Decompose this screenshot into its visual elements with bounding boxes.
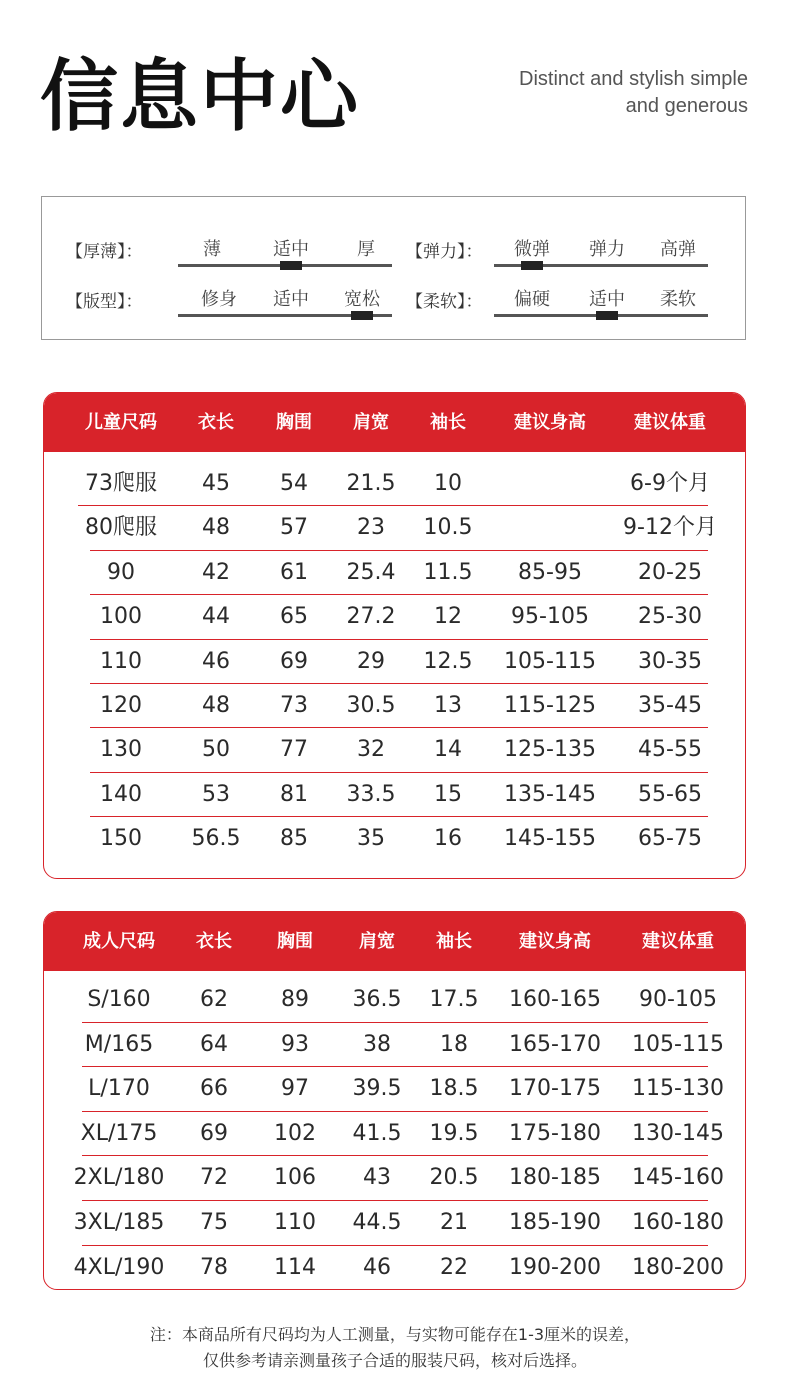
- attribute-selected-marker: [351, 311, 373, 320]
- table-cell: 106: [274, 1165, 316, 1191]
- table-cell: 72: [200, 1165, 228, 1191]
- table-cell: 190-200: [509, 1254, 601, 1280]
- table-cell: 35-45: [638, 693, 702, 718]
- attribute-option: 厚: [357, 239, 375, 260]
- table-cell: 115-130: [632, 1076, 724, 1102]
- column-header: 建议体重: [634, 412, 706, 433]
- table-cell: 73: [280, 693, 308, 718]
- table-cell: 45: [202, 471, 230, 496]
- table-row: [44, 595, 745, 639]
- table-cell: 14: [434, 737, 462, 763]
- table-cell: 46: [363, 1254, 391, 1280]
- attribute-option: 适中: [273, 289, 309, 310]
- attribute-label: 【版型】：: [66, 292, 143, 312]
- attribute-option: 适中: [273, 239, 309, 260]
- table-cell: 25.4: [346, 559, 396, 585]
- table-cell: 160-165: [509, 987, 601, 1012]
- column-header: 建议身高: [514, 412, 586, 433]
- kids-size-table: [43, 392, 746, 879]
- table-row: [44, 684, 745, 728]
- table-cell: 90: [107, 559, 135, 585]
- table-cell: 125-135: [504, 737, 596, 763]
- table-cell: 2XL/180: [73, 1165, 165, 1191]
- table-cell: 185-190: [509, 1210, 601, 1235]
- table-cell: 145-160: [632, 1165, 724, 1191]
- attribute-option: 适中: [589, 289, 625, 310]
- table-cell: 65-75: [638, 826, 702, 852]
- table-cell: 20-25: [638, 559, 702, 585]
- table-row: [44, 773, 745, 817]
- table-cell: 120: [100, 693, 142, 718]
- table-cell: 81: [280, 781, 308, 807]
- attribute-option: 修身: [201, 289, 237, 310]
- note-line-1: 注：本商品所有尺码均为人工测量，与实物可能存在1-3厘米的误差，: [149, 1325, 641, 1344]
- table-cell: 3XL/185: [73, 1210, 165, 1235]
- table-cell: 95-105: [511, 604, 589, 630]
- column-header: 成人尺码: [83, 931, 155, 952]
- attribute-label: 【厚薄】：: [66, 242, 143, 262]
- table-cell: 66: [200, 1076, 228, 1102]
- table-cell: 75: [200, 1210, 228, 1235]
- table-row: [44, 551, 745, 595]
- column-header: 建议身高: [519, 931, 591, 952]
- table-cell: 57: [280, 515, 308, 541]
- table-cell: 25-30: [638, 604, 702, 630]
- table-cell: 56.5: [191, 826, 241, 852]
- table-cell: 62: [200, 987, 228, 1012]
- table-cell: 114: [274, 1254, 316, 1280]
- table-cell: 105-115: [632, 1031, 724, 1057]
- table-cell: 85: [280, 826, 308, 852]
- table-cell: 73爬服: [85, 471, 157, 496]
- table-cell: 27.2: [346, 604, 396, 630]
- table-cell: 46: [202, 648, 230, 674]
- table-cell: 170-175: [509, 1076, 601, 1102]
- table-cell: 9-12个月: [623, 515, 717, 541]
- table-cell: 4XL/190: [73, 1254, 165, 1280]
- table-cell: 145-155: [504, 826, 596, 852]
- note-line-2: 仅供参考请亲测量孩子合适的服装尺码，核对后选择。: [202, 1351, 587, 1370]
- table-cell: 11.5: [423, 559, 473, 585]
- table-row: [44, 978, 745, 1022]
- table-cell: 160-180: [632, 1210, 724, 1235]
- table-cell: 165-170: [509, 1031, 601, 1057]
- table-cell: 80爬服: [85, 515, 157, 541]
- page-subtitle: [519, 66, 748, 120]
- attribute-option: 偏硬: [514, 289, 550, 310]
- table-cell: 78: [200, 1254, 228, 1280]
- table-cell: 61: [280, 559, 308, 585]
- table-cell: 39.5: [352, 1076, 402, 1102]
- table-cell: 110: [274, 1210, 316, 1235]
- table-cell: S/160: [87, 987, 151, 1012]
- subtitle-line-1: Distinct and stylish simple: [519, 68, 748, 90]
- table-cell: 55-65: [638, 781, 702, 807]
- attribute-selected-marker: [280, 261, 302, 270]
- table-row: [44, 1112, 745, 1156]
- column-header: 袖长: [436, 931, 472, 952]
- attribute-selected-marker: [521, 261, 543, 270]
- table-cell: 53: [202, 781, 230, 807]
- table-cell: 90-105: [639, 987, 717, 1012]
- table-row: [44, 1067, 745, 1111]
- adult-table-header: [44, 912, 745, 971]
- attribute-label: 【柔软】：: [406, 292, 483, 312]
- table-cell: 54: [280, 471, 308, 496]
- table-cell: 180-200: [632, 1254, 724, 1280]
- table-cell: 10: [434, 471, 462, 496]
- table-row: [44, 728, 745, 772]
- table-row: [44, 1023, 745, 1067]
- subtitle-line-2: and generous: [625, 95, 748, 117]
- table-cell: 110: [100, 648, 142, 674]
- table-row: [44, 1156, 745, 1200]
- table-cell: 29: [357, 648, 385, 674]
- table-cell: 45-55: [638, 737, 702, 763]
- table-cell: XL/175: [80, 1120, 158, 1146]
- table-cell: 85-95: [518, 559, 582, 585]
- table-cell: 48: [202, 693, 230, 718]
- attribute-option: 微弹: [514, 239, 550, 260]
- table-cell: 102: [274, 1120, 316, 1146]
- table-cell: 38: [363, 1031, 391, 1057]
- column-header: 肩宽: [353, 412, 389, 433]
- table-cell: 12.5: [423, 648, 473, 674]
- table-cell: 17.5: [429, 987, 479, 1012]
- table-cell: 18.5: [429, 1076, 479, 1102]
- attribute-option: 薄: [203, 239, 221, 260]
- table-cell: 36.5: [352, 987, 402, 1012]
- table-cell: 100: [100, 604, 142, 630]
- table-cell: 13: [434, 693, 462, 718]
- table-row: [44, 506, 745, 550]
- table-cell: 64: [200, 1031, 228, 1057]
- column-header: 胸围: [276, 412, 312, 433]
- column-header: 衣长: [198, 412, 234, 433]
- table-cell: 140: [100, 781, 142, 807]
- table-cell: 65: [280, 604, 308, 630]
- table-cell: 44.5: [352, 1210, 402, 1235]
- table-cell: 50: [202, 737, 230, 763]
- table-row: [44, 817, 745, 861]
- table-cell: 44: [202, 604, 230, 630]
- table-cell: 32: [357, 737, 385, 763]
- table-cell: L/170: [88, 1076, 150, 1102]
- table-cell: 130-145: [632, 1120, 724, 1146]
- column-header: 袖长: [430, 412, 466, 433]
- table-cell: 69: [200, 1120, 228, 1146]
- table-cell: 135-145: [504, 781, 596, 807]
- table-cell: 16: [434, 826, 462, 852]
- column-header: 建议体重: [642, 931, 714, 952]
- attribute-label: 【弹力】：: [406, 242, 483, 262]
- attribute-option: 柔软: [660, 289, 696, 310]
- table-cell: 180-185: [509, 1165, 601, 1191]
- column-header: 肩宽: [359, 931, 395, 952]
- table-cell: 21.5: [346, 471, 396, 496]
- column-header: 儿童尺码: [85, 412, 157, 433]
- fabric-attributes-panel: [41, 196, 746, 340]
- column-header: 衣长: [196, 931, 232, 952]
- table-cell: M/165: [84, 1031, 154, 1057]
- table-cell: 21: [440, 1210, 468, 1235]
- table-cell: 77: [280, 737, 308, 763]
- table-cell: 42: [202, 559, 230, 585]
- attribute-option: 弹力: [589, 239, 625, 260]
- attribute-selected-marker: [596, 311, 618, 320]
- adult-size-table: [43, 911, 746, 1290]
- table-cell: 22: [440, 1254, 468, 1280]
- table-cell: 89: [281, 987, 309, 1012]
- table-cell: 33.5: [346, 781, 396, 807]
- table-cell: 41.5: [352, 1120, 402, 1146]
- table-cell: 48: [202, 515, 230, 541]
- table-cell: 130: [100, 737, 142, 763]
- table-cell: 19.5: [429, 1120, 479, 1146]
- table-cell: 69: [280, 648, 308, 674]
- attribute-option: 宽松: [344, 289, 380, 310]
- table-cell: 12: [434, 604, 462, 630]
- table-cell: 10.5: [423, 515, 473, 541]
- kids-table-header: [44, 393, 745, 452]
- table-cell: 105-115: [504, 648, 596, 674]
- table-cell: 115-125: [504, 693, 596, 718]
- attribute-option: 高弹: [660, 239, 696, 260]
- page-title: 信息中心: [40, 52, 361, 142]
- table-cell: 6-9个月: [630, 471, 710, 496]
- table-row: [44, 1201, 745, 1245]
- table-cell: 93: [281, 1031, 309, 1057]
- table-cell: 15: [434, 781, 462, 807]
- table-cell: 30-35: [638, 648, 702, 674]
- table-cell: 43: [363, 1165, 391, 1191]
- table-cell: 175-180: [509, 1120, 601, 1146]
- table-cell: 18: [440, 1031, 468, 1057]
- table-cell: 150: [100, 826, 142, 852]
- table-row: [44, 1246, 745, 1290]
- table-cell: 30.5: [346, 693, 396, 718]
- table-cell: 23: [357, 515, 385, 541]
- table-cell: 20.5: [429, 1165, 479, 1191]
- table-cell: 97: [281, 1076, 309, 1102]
- column-header: 胸围: [277, 931, 313, 952]
- table-row: [44, 640, 745, 684]
- table-row: [44, 462, 745, 506]
- table-cell: 35: [357, 826, 385, 852]
